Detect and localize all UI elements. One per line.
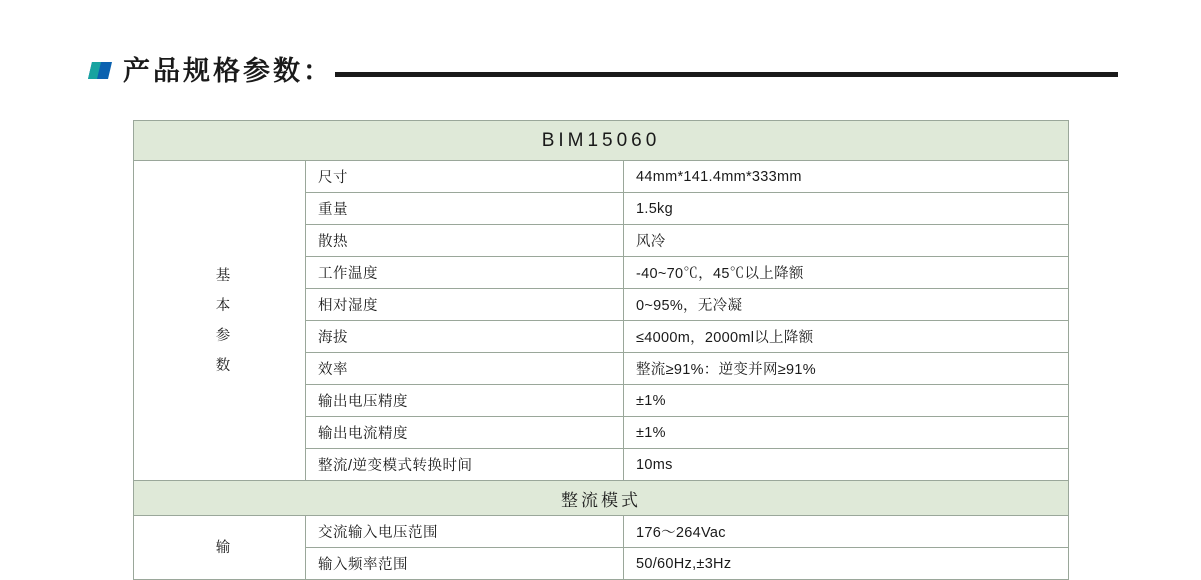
row-value: ≤4000m，2000ml以上降额: [624, 321, 1069, 353]
table-row: [134, 516, 1069, 548]
row-label: 相对湿度: [306, 289, 624, 321]
group-label-basic: [134, 161, 306, 481]
section-header: [88, 46, 1118, 90]
row-label: 尺寸: [306, 161, 624, 193]
row-value: 44mm*141.4mm*333mm: [624, 161, 1069, 193]
group-label-char: 基: [215, 267, 236, 284]
section-title: 整流模式: [134, 481, 1069, 516]
group-label-char: 输: [215, 539, 236, 556]
row-label: 整流/逆变模式转换时间: [306, 449, 624, 481]
row-label: 海拔: [306, 321, 624, 353]
row-label: 重量: [306, 193, 624, 225]
parallelogram-bullet-icon: [88, 62, 112, 79]
row-value: ±1%: [624, 417, 1069, 449]
section-header-row: [134, 481, 1069, 516]
row-label: 输出电压精度: [306, 385, 624, 417]
row-value: 1.5kg: [624, 193, 1069, 225]
group-label-char: 数: [215, 357, 236, 374]
group-label-char: 本: [215, 297, 236, 314]
row-label: 散热: [306, 225, 624, 257]
row-label: 输出电流精度: [306, 417, 624, 449]
group-label-char: 参: [215, 327, 236, 344]
product-model: BIM15060: [134, 121, 1069, 161]
row-value: 50/60Hz,±3Hz: [624, 548, 1069, 580]
table-row: [134, 161, 1069, 193]
row-value: 整流≥91%：逆变并网≥91%: [624, 353, 1069, 385]
spec-table: [133, 120, 1069, 580]
row-label: 交流输入电压范围: [306, 516, 624, 548]
page-title: 产品规格参数：: [123, 55, 333, 86]
row-value: -40~70℃，45℃以上降额: [624, 257, 1069, 289]
row-label: 工作温度: [306, 257, 624, 289]
row-value: 10ms: [624, 449, 1069, 481]
group-label-input: [134, 516, 306, 580]
row-value: ±1%: [624, 385, 1069, 417]
row-label: 效率: [306, 353, 624, 385]
header-rule: [335, 72, 1118, 77]
row-label: 输入频率范围: [306, 548, 624, 580]
row-value: 176～264Vac: [624, 516, 1069, 548]
table-title-row: [134, 121, 1069, 161]
row-value: 风冷: [624, 225, 1069, 257]
row-value: 0~95%，无冷凝: [624, 289, 1069, 321]
